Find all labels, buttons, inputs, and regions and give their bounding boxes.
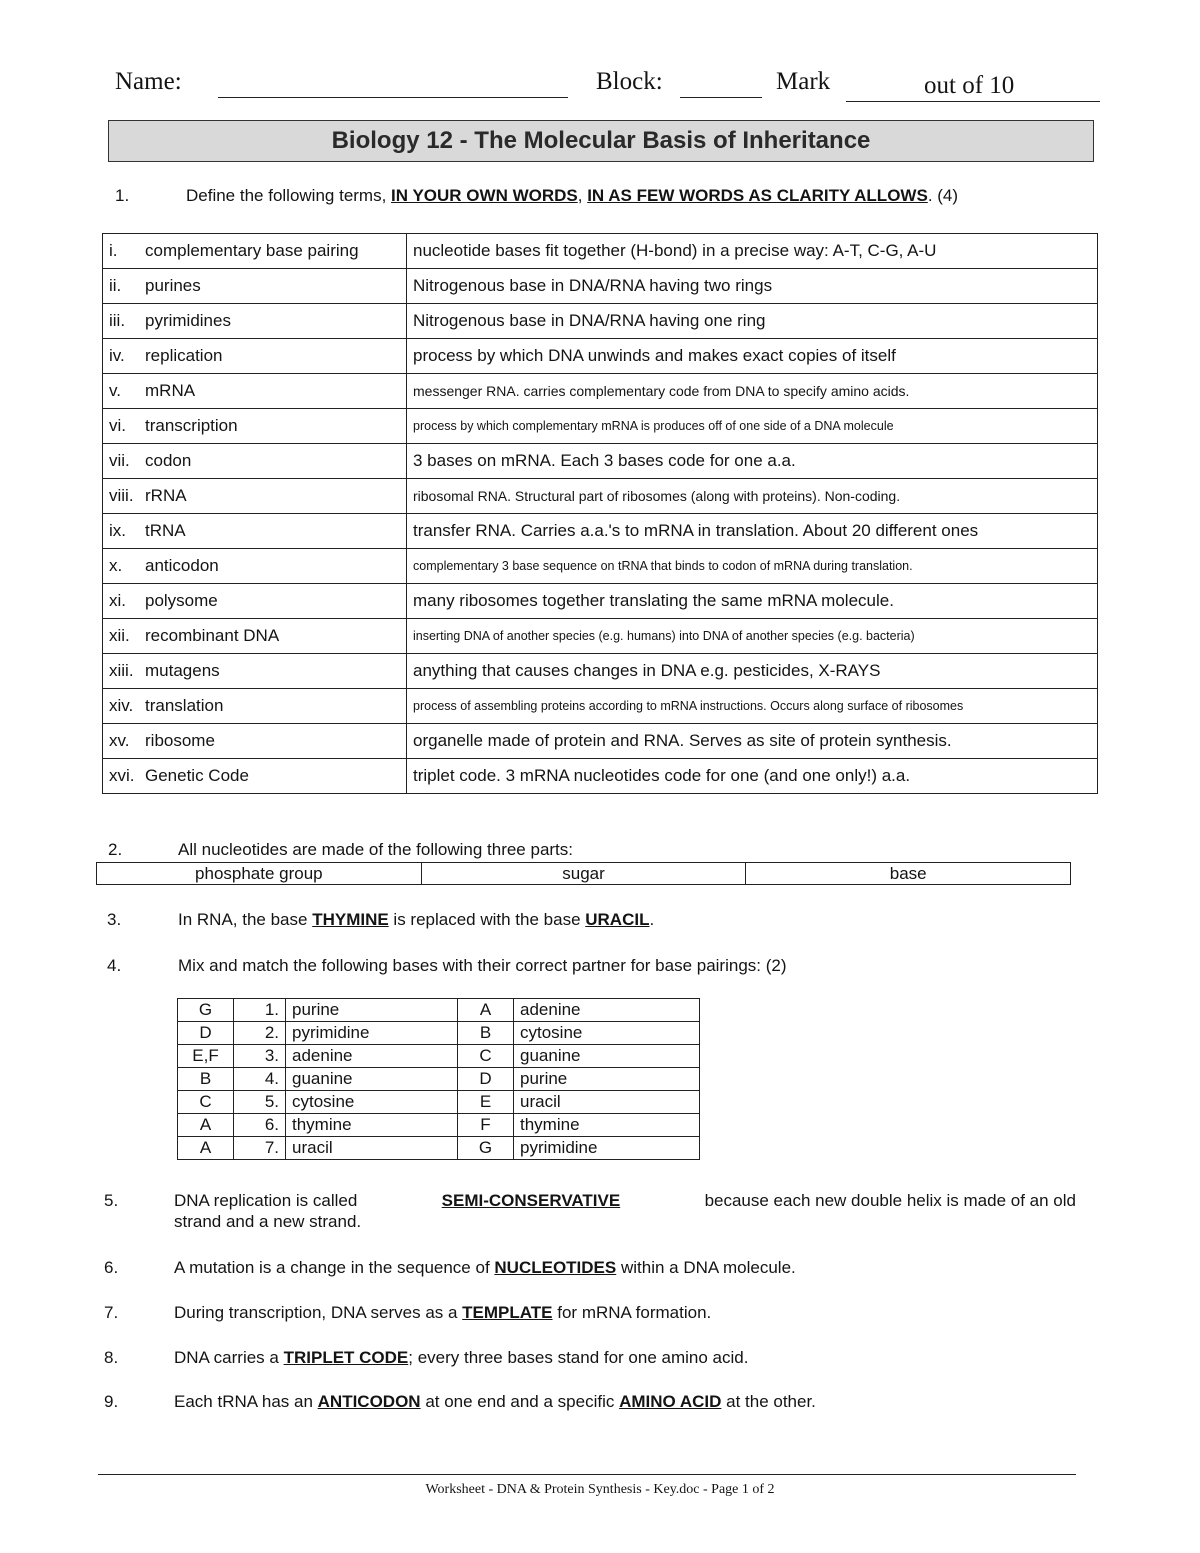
term-label: complementary base pairing bbox=[145, 241, 359, 260]
definition-row bbox=[103, 444, 1098, 479]
q2-text: All nucleotides are made of the following three parts: bbox=[178, 840, 574, 859]
q9-pre: Each tRNA has an bbox=[174, 1392, 318, 1411]
term-cell bbox=[103, 654, 407, 689]
q8-post: ; every three bases stand for one amino acid. bbox=[408, 1348, 749, 1367]
q9-mid: at one end and a specific bbox=[420, 1392, 620, 1411]
option-letter-cell: C bbox=[458, 1045, 514, 1068]
item-number-cell: 6. bbox=[234, 1114, 286, 1137]
definition-row bbox=[103, 514, 1098, 549]
match-row bbox=[178, 1137, 700, 1160]
option-base-cell: guanine bbox=[514, 1045, 700, 1068]
definition-row bbox=[103, 304, 1098, 339]
term-cell bbox=[103, 234, 407, 269]
term-number: i. bbox=[109, 241, 118, 260]
q5-answer: SEMI-CONSERVATIVE bbox=[441, 1191, 621, 1210]
q9-answer-2: AMINO ACID bbox=[619, 1392, 722, 1411]
q8-answer: TRIPLET CODE bbox=[283, 1348, 409, 1367]
definitions-table bbox=[102, 233, 1098, 794]
term-cell bbox=[103, 304, 407, 339]
term-label: mRNA bbox=[145, 381, 196, 400]
option-letter-cell: G bbox=[458, 1137, 514, 1160]
answer-letter-cell: A bbox=[178, 1137, 234, 1160]
mark-field[interactable] bbox=[846, 101, 1100, 102]
item-base-cell: uracil bbox=[286, 1137, 458, 1160]
match-row bbox=[178, 1045, 700, 1068]
q9-post: at the other. bbox=[721, 1392, 816, 1411]
definition-row bbox=[103, 689, 1098, 724]
item-base-cell: adenine bbox=[286, 1045, 458, 1068]
match-row bbox=[178, 999, 700, 1022]
match-row bbox=[178, 1022, 700, 1045]
answer-letter-cell: G bbox=[178, 999, 234, 1022]
term-label: Genetic Code bbox=[145, 766, 249, 785]
page-title: Biology 12 - The Molecular Basis of Inheritance bbox=[108, 120, 1094, 162]
definition-row bbox=[103, 759, 1098, 794]
name-field[interactable] bbox=[218, 97, 568, 98]
q3-pre: In RNA, the base bbox=[178, 910, 313, 929]
answer-letter-cell: D bbox=[178, 1022, 234, 1045]
option-base-cell: uracil bbox=[514, 1091, 700, 1114]
term-label: replication bbox=[145, 346, 223, 365]
item-base-cell: thymine bbox=[286, 1114, 458, 1137]
q3-mid: is replaced with the base bbox=[388, 910, 586, 929]
definition-cell: Nitrogenous base in DNA/RNA having one ring bbox=[407, 304, 1098, 339]
footer-divider bbox=[98, 1474, 1076, 1475]
base-match-table bbox=[177, 998, 700, 1160]
match-row bbox=[178, 1114, 700, 1137]
definition-row bbox=[103, 339, 1098, 374]
term-cell bbox=[103, 339, 407, 374]
q6-answer: NUCLEOTIDES bbox=[494, 1258, 617, 1277]
term-label: tRNA bbox=[145, 521, 186, 540]
q4-text: Mix and match the following bases with their correct partner for base pairings: (2) bbox=[178, 956, 787, 975]
option-base-cell: pyrimidine bbox=[514, 1137, 700, 1160]
item-number-cell: 2. bbox=[234, 1022, 286, 1045]
name-label: Name: bbox=[115, 68, 182, 95]
definition-cell: many ribosomes together translating the same mRNA molecule. bbox=[407, 584, 1098, 619]
term-label: mutagens bbox=[145, 661, 220, 680]
q5-number: 5. bbox=[104, 1191, 119, 1210]
page-footer: Worksheet - DNA & Protein Synthesis - Key.doc - Page 1 of 2 bbox=[425, 1482, 775, 1497]
item-base-cell: pyrimidine bbox=[286, 1022, 458, 1045]
definition-row bbox=[103, 479, 1098, 514]
definition-cell: triplet code. 3 mRNA nucleotides code for one (and one only!) a.a. bbox=[407, 759, 1098, 794]
option-base-cell: cytosine bbox=[514, 1022, 700, 1045]
part-sugar: sugar bbox=[422, 863, 747, 884]
term-number: xiv. bbox=[109, 696, 134, 715]
definition-cell: messenger RNA. carries complementary code from DNA to specify amino acids. bbox=[407, 374, 1098, 409]
term-number: v. bbox=[109, 381, 121, 400]
definition-row bbox=[103, 549, 1098, 584]
q7-text bbox=[174, 1303, 711, 1323]
q7-answer: TEMPLATE bbox=[462, 1303, 553, 1322]
option-letter-cell: E bbox=[458, 1091, 514, 1114]
q5-text bbox=[174, 1191, 1076, 1211]
q8-text bbox=[174, 1348, 748, 1368]
option-base-cell: adenine bbox=[514, 999, 700, 1022]
q1-suffix: . (4) bbox=[927, 186, 959, 205]
q6-post: within a DNA molecule. bbox=[616, 1258, 796, 1277]
term-number: xvi. bbox=[109, 766, 135, 785]
definition-row bbox=[103, 269, 1098, 304]
term-cell bbox=[103, 619, 407, 654]
term-label: codon bbox=[145, 451, 192, 470]
q7-pre: During transcription, DNA serves as a bbox=[174, 1303, 463, 1322]
term-cell bbox=[103, 479, 407, 514]
block-field[interactable] bbox=[680, 97, 762, 98]
nucleotide-parts-row bbox=[96, 862, 1071, 885]
option-base-cell: thymine bbox=[514, 1114, 700, 1137]
match-row bbox=[178, 1068, 700, 1091]
definition-row bbox=[103, 724, 1098, 759]
definition-row bbox=[103, 234, 1098, 269]
term-label: transcription bbox=[145, 416, 238, 435]
q5-post: because each new double helix is made of an old bbox=[704, 1191, 1076, 1210]
q3-answer-2: URACIL bbox=[585, 910, 650, 929]
option-base-cell: purine bbox=[514, 1068, 700, 1091]
option-letter-cell: F bbox=[458, 1114, 514, 1137]
q3-number: 3. bbox=[107, 910, 122, 929]
option-letter-cell: A bbox=[458, 999, 514, 1022]
q7-post: for mRNA formation. bbox=[552, 1303, 712, 1322]
item-number-cell: 4. bbox=[234, 1068, 286, 1091]
term-number: vi. bbox=[109, 416, 126, 435]
q3-post: . bbox=[649, 910, 655, 929]
q3-text bbox=[178, 910, 654, 930]
definition-row bbox=[103, 409, 1098, 444]
definition-cell: organelle made of protein and RNA. Serves as site of protein synthesis. bbox=[407, 724, 1098, 759]
item-base-cell: purine bbox=[286, 999, 458, 1022]
mark-label: Mark bbox=[776, 68, 831, 95]
term-label: rRNA bbox=[145, 486, 187, 505]
term-number: vii. bbox=[109, 451, 130, 470]
q2-number: 2. bbox=[108, 840, 123, 859]
q6-text bbox=[174, 1258, 796, 1278]
q3-answer-1: THYMINE bbox=[312, 910, 389, 929]
term-number: ii. bbox=[109, 276, 122, 295]
block-label: Block: bbox=[596, 68, 663, 95]
definition-cell: Nitrogenous base in DNA/RNA having two rings bbox=[407, 269, 1098, 304]
out-of-label: out of 10 bbox=[924, 72, 1015, 99]
definition-cell: process by which DNA unwinds and makes exact copies of itself bbox=[407, 339, 1098, 374]
q8-number: 8. bbox=[104, 1348, 119, 1367]
term-cell bbox=[103, 409, 407, 444]
item-base-cell: guanine bbox=[286, 1068, 458, 1091]
item-number-cell: 5. bbox=[234, 1091, 286, 1114]
term-number: iv. bbox=[109, 346, 125, 365]
term-cell bbox=[103, 269, 407, 304]
term-cell bbox=[103, 689, 407, 724]
answer-letter-cell: B bbox=[178, 1068, 234, 1091]
definition-cell: process of assembling proteins according to mRNA instructions. Occurs along surface of ribosomes bbox=[407, 689, 1098, 724]
definition-cell: process by which complementary mRNA is produces off of one side of a DNA molecule bbox=[407, 409, 1098, 444]
term-cell bbox=[103, 584, 407, 619]
term-label: purines bbox=[145, 276, 201, 295]
term-label: polysome bbox=[145, 591, 218, 610]
q1-emphasis-1: IN YOUR OWN WORDS bbox=[391, 186, 578, 205]
item-number-cell: 1. bbox=[234, 999, 286, 1022]
term-number: xii. bbox=[109, 626, 130, 645]
q5-text-line2: strand and a new strand. bbox=[174, 1212, 362, 1231]
term-label: translation bbox=[145, 696, 224, 715]
term-cell bbox=[103, 514, 407, 549]
part-phosphate: phosphate group bbox=[97, 863, 422, 884]
item-base-cell: cytosine bbox=[286, 1091, 458, 1114]
definition-cell: 3 bases on mRNA. Each 3 bases code for one a.a. bbox=[407, 444, 1098, 479]
term-label: pyrimidines bbox=[145, 311, 231, 330]
definition-row bbox=[103, 374, 1098, 409]
definition-cell: nucleotide bases fit together (H-bond) in a precise way: A-T, C-G, A-U bbox=[407, 234, 1098, 269]
definition-row bbox=[103, 584, 1098, 619]
definition-row bbox=[103, 619, 1098, 654]
q9-answer-1: ANTICODON bbox=[317, 1392, 421, 1411]
q9-number: 9. bbox=[104, 1392, 119, 1411]
term-cell bbox=[103, 444, 407, 479]
q6-number: 6. bbox=[104, 1258, 119, 1277]
part-base: base bbox=[889, 864, 927, 883]
q1-number: 1. bbox=[115, 186, 130, 205]
q7-number: 7. bbox=[104, 1303, 119, 1322]
q1-emphasis-2: IN AS FEW WORDS AS CLARITY ALLOWS bbox=[587, 186, 928, 205]
q1-separator: , bbox=[577, 186, 588, 205]
option-letter-cell: D bbox=[458, 1068, 514, 1091]
term-number: xiii. bbox=[109, 661, 134, 680]
q9-text bbox=[174, 1392, 816, 1412]
term-label: ribosome bbox=[145, 731, 215, 750]
definition-cell: anything that causes changes in DNA e.g. pesticides, X-RAYS bbox=[407, 654, 1098, 689]
term-cell bbox=[103, 759, 407, 794]
q1-text bbox=[186, 186, 958, 206]
answer-letter-cell: E,F bbox=[178, 1045, 234, 1068]
answer-letter-cell: A bbox=[178, 1114, 234, 1137]
term-number: iii. bbox=[109, 311, 126, 330]
term-number: xv. bbox=[109, 731, 130, 750]
term-cell bbox=[103, 724, 407, 759]
definition-cell: inserting DNA of another species (e.g. humans) into DNA of another species (e.g. bacteria) bbox=[407, 619, 1098, 654]
item-number-cell: 7. bbox=[234, 1137, 286, 1160]
term-cell bbox=[103, 549, 407, 584]
definition-row bbox=[103, 654, 1098, 689]
option-letter-cell: B bbox=[458, 1022, 514, 1045]
term-number: viii. bbox=[109, 486, 134, 505]
definition-cell: ribosomal RNA. Structural part of ribosomes (along with proteins). Non-coding. bbox=[407, 479, 1098, 514]
item-number-cell: 3. bbox=[234, 1045, 286, 1068]
term-number: xi. bbox=[109, 591, 126, 610]
definition-cell: complementary 3 base sequence on tRNA that binds to codon of mRNA during translation. bbox=[407, 549, 1098, 584]
q1-prefix: Define the following terms, bbox=[186, 186, 392, 205]
match-row bbox=[178, 1091, 700, 1114]
q4-number: 4. bbox=[107, 956, 122, 975]
term-cell bbox=[103, 374, 407, 409]
q5-pre: DNA replication is called bbox=[174, 1191, 358, 1210]
answer-letter-cell: C bbox=[178, 1091, 234, 1114]
term-number: ix. bbox=[109, 521, 126, 540]
q8-pre: DNA carries a bbox=[174, 1348, 284, 1367]
q6-pre: A mutation is a change in the sequence of bbox=[174, 1258, 495, 1277]
term-number: x. bbox=[109, 556, 123, 575]
definition-cell: transfer RNA. Carries a.a.'s to mRNA in translation. About 20 different ones bbox=[407, 514, 1098, 549]
term-label: recombinant DNA bbox=[145, 626, 280, 645]
term-label: anticodon bbox=[145, 556, 219, 575]
